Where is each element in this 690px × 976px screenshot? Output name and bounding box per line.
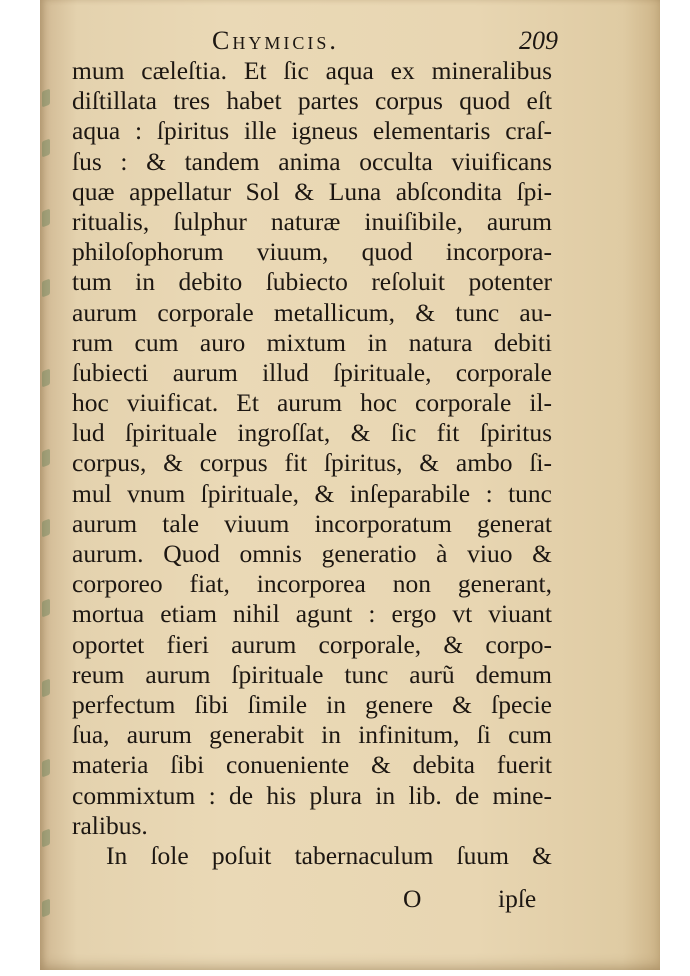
text-line: aurum. Quod omnis generatio à viuo & [72, 539, 552, 568]
text-line: ſus : & tandem anima occulta viuificans [72, 146, 552, 176]
signature-mark: O [403, 884, 422, 913]
text-line: corpus, & corpus fit ſpiritus, & ambo ſi- [72, 448, 552, 478]
text-line: ſubiecti aurum illud ſpirituale, corporale [72, 357, 552, 387]
text-line: perfectum ſibi ſimile in genere & ſpecie [72, 689, 552, 719]
paragraph-start-line: In ſole poſuit tabernaculum ſuum & [106, 840, 552, 870]
text-line: diſtillata tres habet partes corpus quod eſt [72, 86, 552, 116]
text-line: ſua, aurum generabit in infinitum, ſi cum [72, 720, 552, 750]
running-head [40, 24, 660, 58]
text-line: aurum corporale metallicum, & tunc au- [72, 297, 552, 327]
text-line: quæ appellatur Sol & Luna abſcondita ſpi- [72, 176, 552, 206]
text-line: rum cum auro mixtum in natura debiti [72, 327, 552, 357]
catchword: ipſe [498, 884, 537, 913]
text-line: aurum tale viuum incorporatum generat [72, 508, 552, 538]
text-line: oportet fieri aurum corporale, & corpo- [72, 629, 552, 659]
book-page [40, 0, 660, 970]
page-footer [40, 884, 660, 916]
page-number: 209 [519, 26, 558, 55]
text-line: mum cæleſtia. Et ſic aqua ex mineralibus [72, 56, 552, 85]
text-line: materia ſibi conueniente & debita fuerit [72, 750, 552, 780]
text-line: commixtum : de his plura in lib. de mine- [72, 780, 552, 810]
text-line: corporeo fiat, incorporea non generant, [72, 569, 552, 599]
binding-gutter [40, 70, 54, 950]
text-line: ritualis, ſulphur naturæ inuiſibile, aurum [72, 206, 552, 236]
text-line: aqua : ſpiritus ille igneus elementaris craſ- [72, 116, 552, 146]
text-line: hoc viuificat. Et aurum hoc corporale il- [72, 388, 552, 418]
running-head-title: Chymicis. [212, 26, 339, 55]
body-text [72, 56, 552, 871]
text-line: philoſophorum viuum, quod incorpora- [72, 237, 552, 267]
text-line: reum aurum ſpirituale tunc aurũ demum [72, 659, 552, 689]
text-line: mul vnum ſpirituale, & inſeparabile : tunc [72, 478, 552, 508]
text-line: tum in debito ſubiecto reſoluit potenter [72, 267, 552, 297]
text-line: ralibus. [72, 810, 148, 840]
text-line: lud ſpirituale ingroſſat, & ſic fit ſpiritus [72, 418, 552, 448]
text-line: mortua etiam nihil agunt : ergo vt viuant [72, 599, 552, 629]
